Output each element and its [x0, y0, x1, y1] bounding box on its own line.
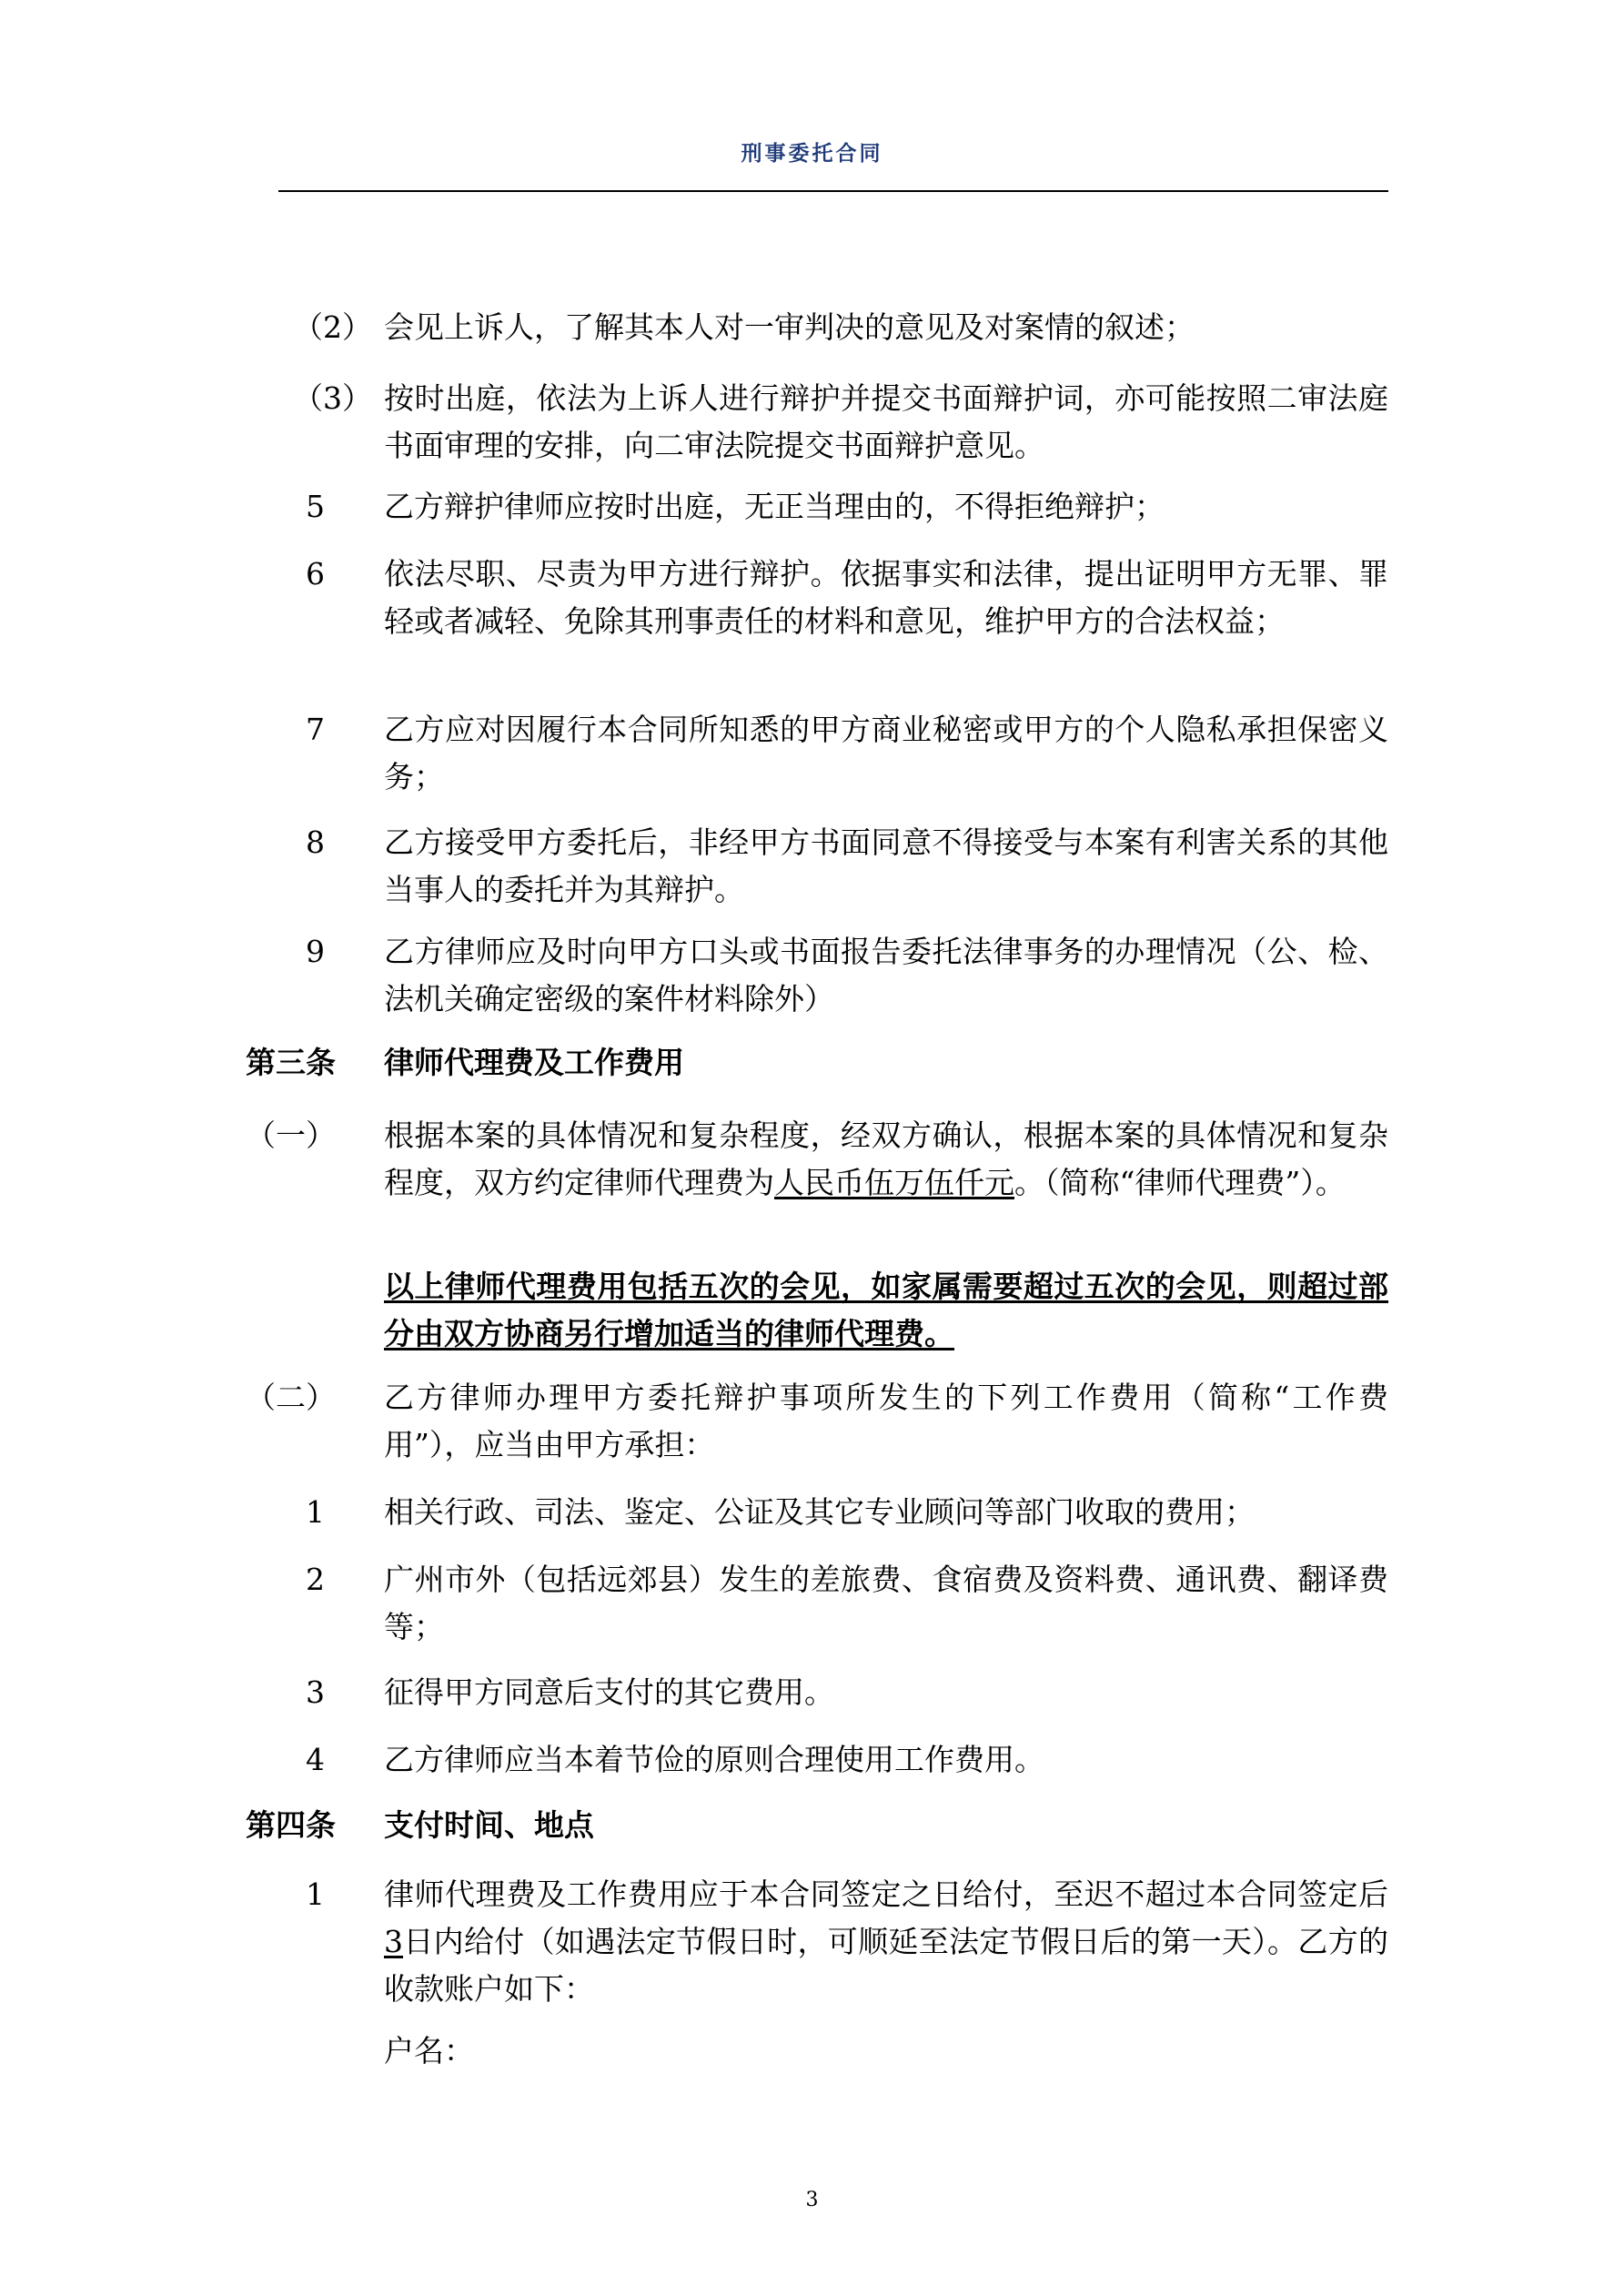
item-number: 3: [306, 1674, 325, 1710]
item-text: 按时出庭，依法为上诉人进行辩护并提交书面辩护词，亦可能按照二审法庭书面审理的安排，向二审法院提交书面辩护意见。: [384, 380, 1388, 463]
item-text: 乙方律师应及时向甲方口头或书面报告委托法律事务的办理情况（公、检、法机关确定密级的案件材料除外）: [384, 934, 1388, 1017]
item-number: 7: [306, 712, 325, 747]
item-text: 依法尽职、尽责为甲方进行辩护。依据事实和法律，提出证明甲方无罪、罪轻或者减轻、免除其刑事责任的材料和意见，维护甲方的合法权益；: [384, 556, 1388, 639]
payment-days: 3: [384, 1924, 403, 1959]
clause-number: （二）: [246, 1380, 336, 1415]
clause-text: 根据本案的具体情况和复杂程度，经双方确认，根据本案的具体情况和复杂程度，双方约定律师代理费为人民币伍万伍仟元。（简称“律师代理费”）。: [384, 1118, 1388, 1200]
article-title: 支付时间、地点: [384, 1807, 594, 1843]
article-title: 律师代理费及工作费用: [384, 1045, 684, 1080]
fee-note-text: 以上律师代理费用包括五次的会见，如家属需要超过五次的会见，则超过部分由双方协商另行增加适当的律师代理费。: [384, 1269, 1388, 1351]
item-text: 乙方应对因履行本合同所知悉的甲方商业秘密或甲方的个人隐私承担保密义务；: [384, 712, 1388, 794]
item-text: 征得甲方同意后支付的其它费用。: [384, 1674, 834, 1710]
page-number: 3: [805, 2189, 819, 2211]
item-number: 6: [306, 556, 325, 592]
item-number: （3）: [293, 380, 372, 416]
item-text: 律师代理费及工作费用应于本合同签定之日给付，至迟不超过本合同签定后3日内给付（如遇法定节假日时，可顺延至法定节假日后的第一天）。乙方的收款账户如下：: [384, 1876, 1388, 2007]
running-header-title: 刑事委托合同: [741, 142, 883, 166]
item-number: 2: [306, 1562, 325, 1597]
item-number: 9: [306, 934, 325, 969]
fee-amount: 人民币伍万伍仟元: [774, 1165, 1014, 1200]
item-text: 会见上诉人，了解其本人对一审判决的意见及对案情的叙述；: [384, 309, 1195, 345]
clause-number: （一）: [246, 1118, 336, 1153]
item-text: 相关行政、司法、鉴定、公证及其它专业顾问等部门收取的费用；: [384, 1494, 1255, 1530]
item-number: 8: [306, 824, 325, 860]
clause-text: 乙方律师办理甲方委托辩护事项所发生的下列工作费用（简称“工作费用”），应当由甲方承担：: [384, 1380, 1388, 1462]
item-number: （2）: [293, 309, 372, 345]
item-text: 乙方律师应当本着节俭的原则合理使用工作费用。: [384, 1742, 1044, 1777]
item-text: 广州市外（包括远郊县）发生的差旅费、食宿费及资料费、通讯费、翻译费等；: [384, 1562, 1388, 1644]
item-number: 1: [306, 1876, 325, 1912]
item-number: 1: [306, 1494, 325, 1530]
article-label: 第三条: [246, 1045, 336, 1080]
item-number: 4: [306, 1742, 325, 1777]
item-number: 5: [306, 489, 325, 524]
item-text: 乙方接受甲方委托后，非经甲方书面同意不得接受与本案有利害关系的其他当事人的委托并为其辩护。: [384, 824, 1388, 907]
account-name-label: 户名：: [384, 2033, 474, 2068]
item-text: 乙方辩护律师应按时出庭，无正当理由的，不得拒绝辩护；: [384, 489, 1165, 524]
article-label: 第四条: [246, 1807, 336, 1843]
